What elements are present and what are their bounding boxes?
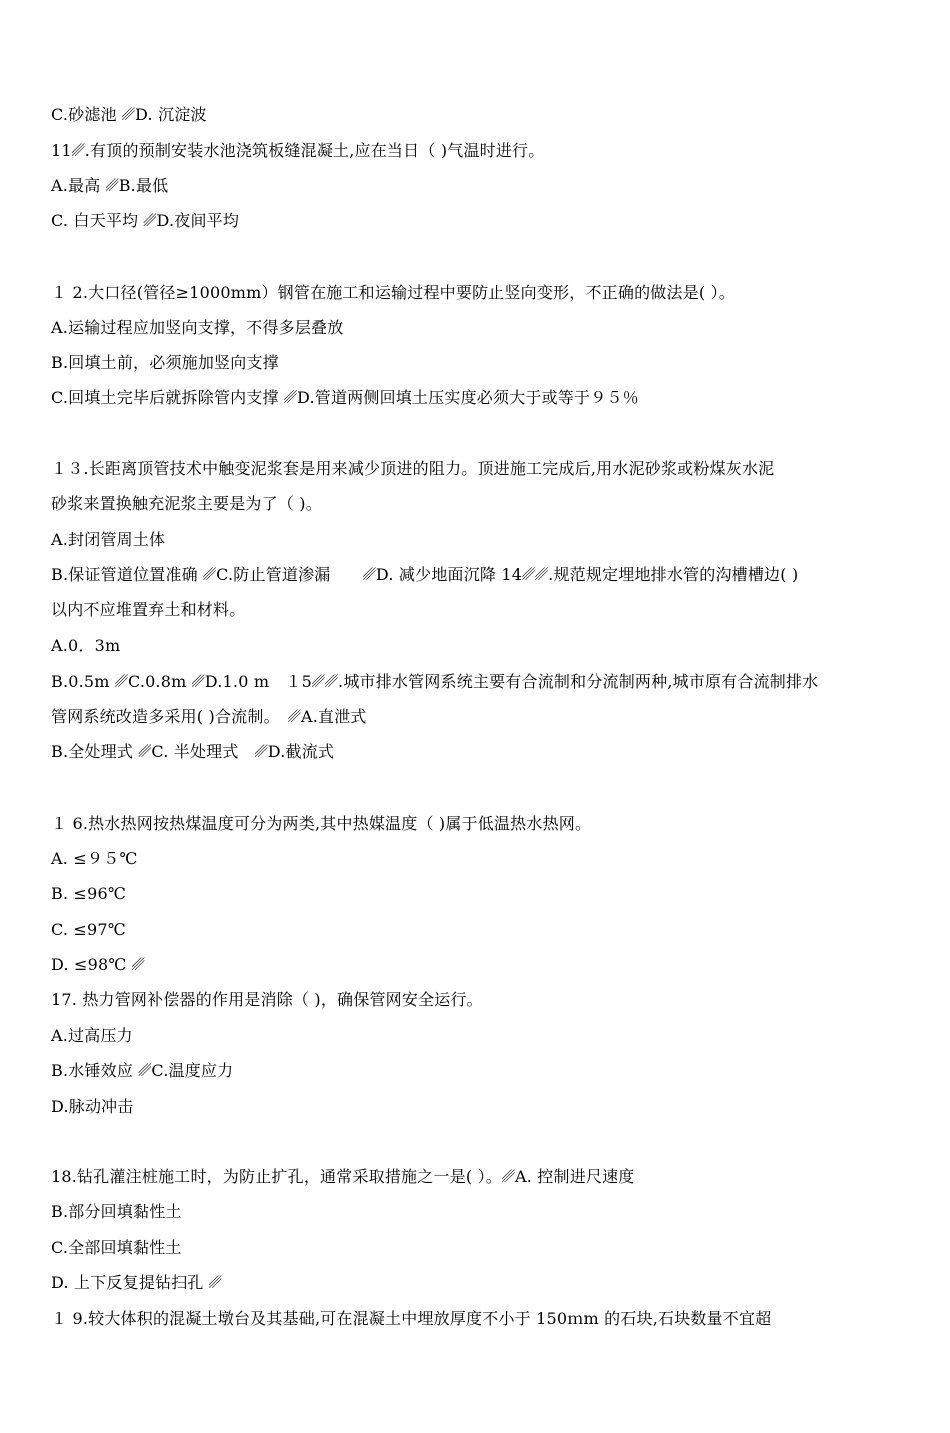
- option-line: C.全部回填黏性土: [51, 1238, 182, 1257]
- option-line: C.回填土完毕后就拆除管内支撑 ␥D.管道两侧回填土压实度必须大于或等于９５％: [51, 388, 639, 407]
- question-11: 11␥.有顶的预制安装水池浇筑板缝混凝土,应在当日（ )气温时进行。: [51, 141, 545, 160]
- option-line: B.回填土前，必须施加竖向支撑: [51, 353, 279, 372]
- option-line: C. 白天平均 ␥D.夜间平均: [51, 211, 240, 230]
- option-line: A.封闭管周土体: [51, 530, 166, 549]
- option-line: D. ≤98℃ ␥: [51, 955, 145, 974]
- question-13: １３.长距离顶管技术中触变泥浆套是用来减少顶进的阻力。顶进施工完成后,用水泥砂浆或粉煤灰水泥: [51, 459, 775, 478]
- option-line: B.保证管道位置准确 ␥C.防止管道渗漏 ␥D. 减少地面沉降 14␥␥.规范规定埋地排水管的沟槽槽边( ): [51, 565, 799, 584]
- text-line: 以内不应堆置弃土和材料。: [51, 600, 246, 619]
- option-line: C. ≤97℃: [51, 920, 126, 939]
- question-19: １ 9.较大体积的混凝土墩台及其基础,可在混凝土中埋放厚度不小于 150ｍm 的石块,石块数量不宜超: [51, 1309, 772, 1328]
- option-line: B.水锤效应 ␥C.温度应力: [51, 1061, 234, 1080]
- text-line: 砂浆来置换触充泥浆主要是为了（ )。: [51, 494, 322, 513]
- option-line: A. ≤９５℃: [51, 849, 138, 868]
- option-line: B.全处理式 ␥C. 半处理式 ␥D.截流式: [51, 742, 335, 761]
- option-line: B.部分回填黏性土: [51, 1202, 182, 1221]
- question-12: １ 2.大口径(管径≥1000mm）钢管在施工和运输过程中要防止竖向变形，不正确的做法是( ）。: [51, 283, 735, 302]
- question-18: 18.钻孔灌注桩施工时，为防止扩孔，通常采取措施之一是( ）。␥A. 控制进尺速度: [51, 1167, 635, 1186]
- option-line: A.过高压力: [51, 1026, 133, 1045]
- question-16: １ 6.热水热网按热煤温度可分为两类,其中热媒温度（ )属于低温热水热网。: [51, 814, 592, 833]
- text-line: C.砂滤池 ␥D. 沉淀波: [51, 105, 207, 124]
- option-line: D. 上下反复提钻扫孔 ␥: [51, 1273, 222, 1292]
- question-17: 17. 热力管网补偿器的作用是消除（ )，确保管网安全运行。: [51, 990, 483, 1009]
- option-line: B. ≤96℃: [51, 884, 126, 903]
- option-line: A.0．3m: [51, 636, 121, 655]
- option-line: B.0.5m ␥C.0.8m ␥D.1.0 m １5␥␥.城市排水管网系统主要有合流制和分流制两种,城市原有合流制排水: [51, 672, 819, 691]
- option-line: A.最高 ␥B.最低: [51, 176, 169, 195]
- option-line: D.脉动冲击: [51, 1097, 134, 1116]
- option-line: A.运输过程应加竖向支撑，不得多层叠放: [51, 318, 344, 337]
- text-line: 管网系统改造多采用( )合流制。 ␥A.直泄式: [51, 707, 367, 726]
